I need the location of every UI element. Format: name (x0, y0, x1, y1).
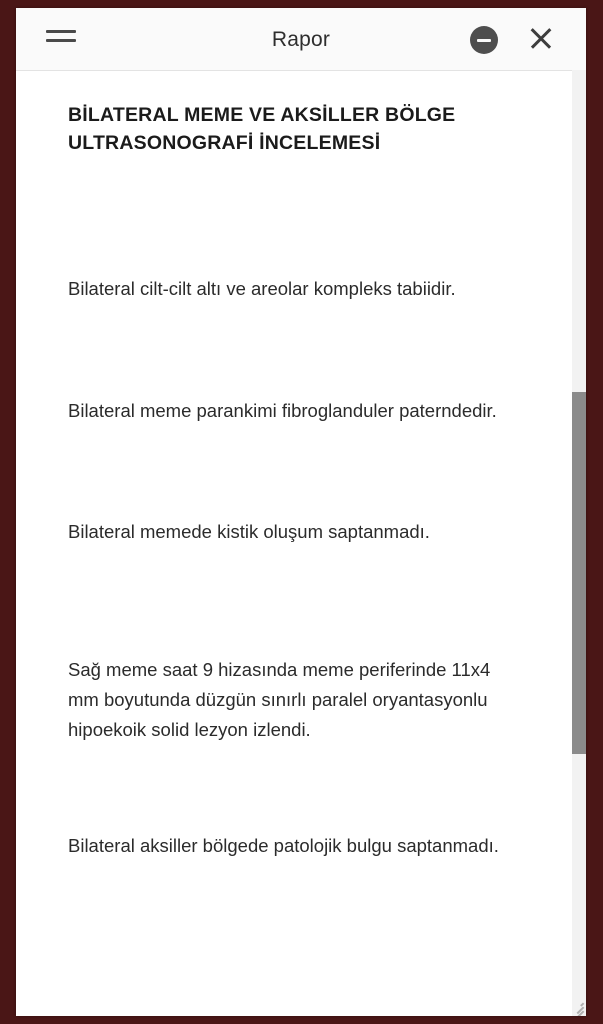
resize-grip[interactable] (566, 996, 584, 1014)
resize-grip-line (580, 1002, 584, 1006)
report-heading: BİLATERAL MEME VE AKSİLLER BÖLGE ULTRASONOGRAFİ İNCELEMESİ (68, 104, 456, 155)
vertical-scrollbar[interactable] (572, 70, 586, 1016)
spacer (68, 745, 544, 831)
report-content (16, 71, 586, 1016)
report-paragraph: Sağ meme saat 9 hizasında meme periferinde 11x4 mm boyutunda düzgün sınırlı paralel oryantasyonlu hipoekoik solid lezyon izlendi. (68, 659, 491, 741)
report-paragraph: Bilateral cilt-cilt altı ve areolar kompleks tabiidir. (68, 277, 456, 299)
report-paragraph: Bilateral meme parankimi fibroglanduler paterndedir. (68, 399, 497, 421)
report-window (16, 8, 586, 1016)
window-title-bar (16, 8, 586, 71)
report-paragraph: Bilateral memede kistik oluşum saptanmadı. (68, 521, 430, 543)
page-title: Rapor (271, 28, 331, 51)
spacer (68, 166, 544, 274)
report-paragraph: Bilateral aksiller bölgede patolojik bulgu saptanmadı. (68, 835, 499, 857)
close-icon[interactable] (526, 24, 556, 54)
minimize-icon[interactable] (470, 26, 498, 54)
spacer (68, 304, 544, 396)
scrollbar-thumb[interactable] (572, 392, 586, 754)
spacer (68, 547, 544, 655)
spacer (68, 425, 544, 517)
